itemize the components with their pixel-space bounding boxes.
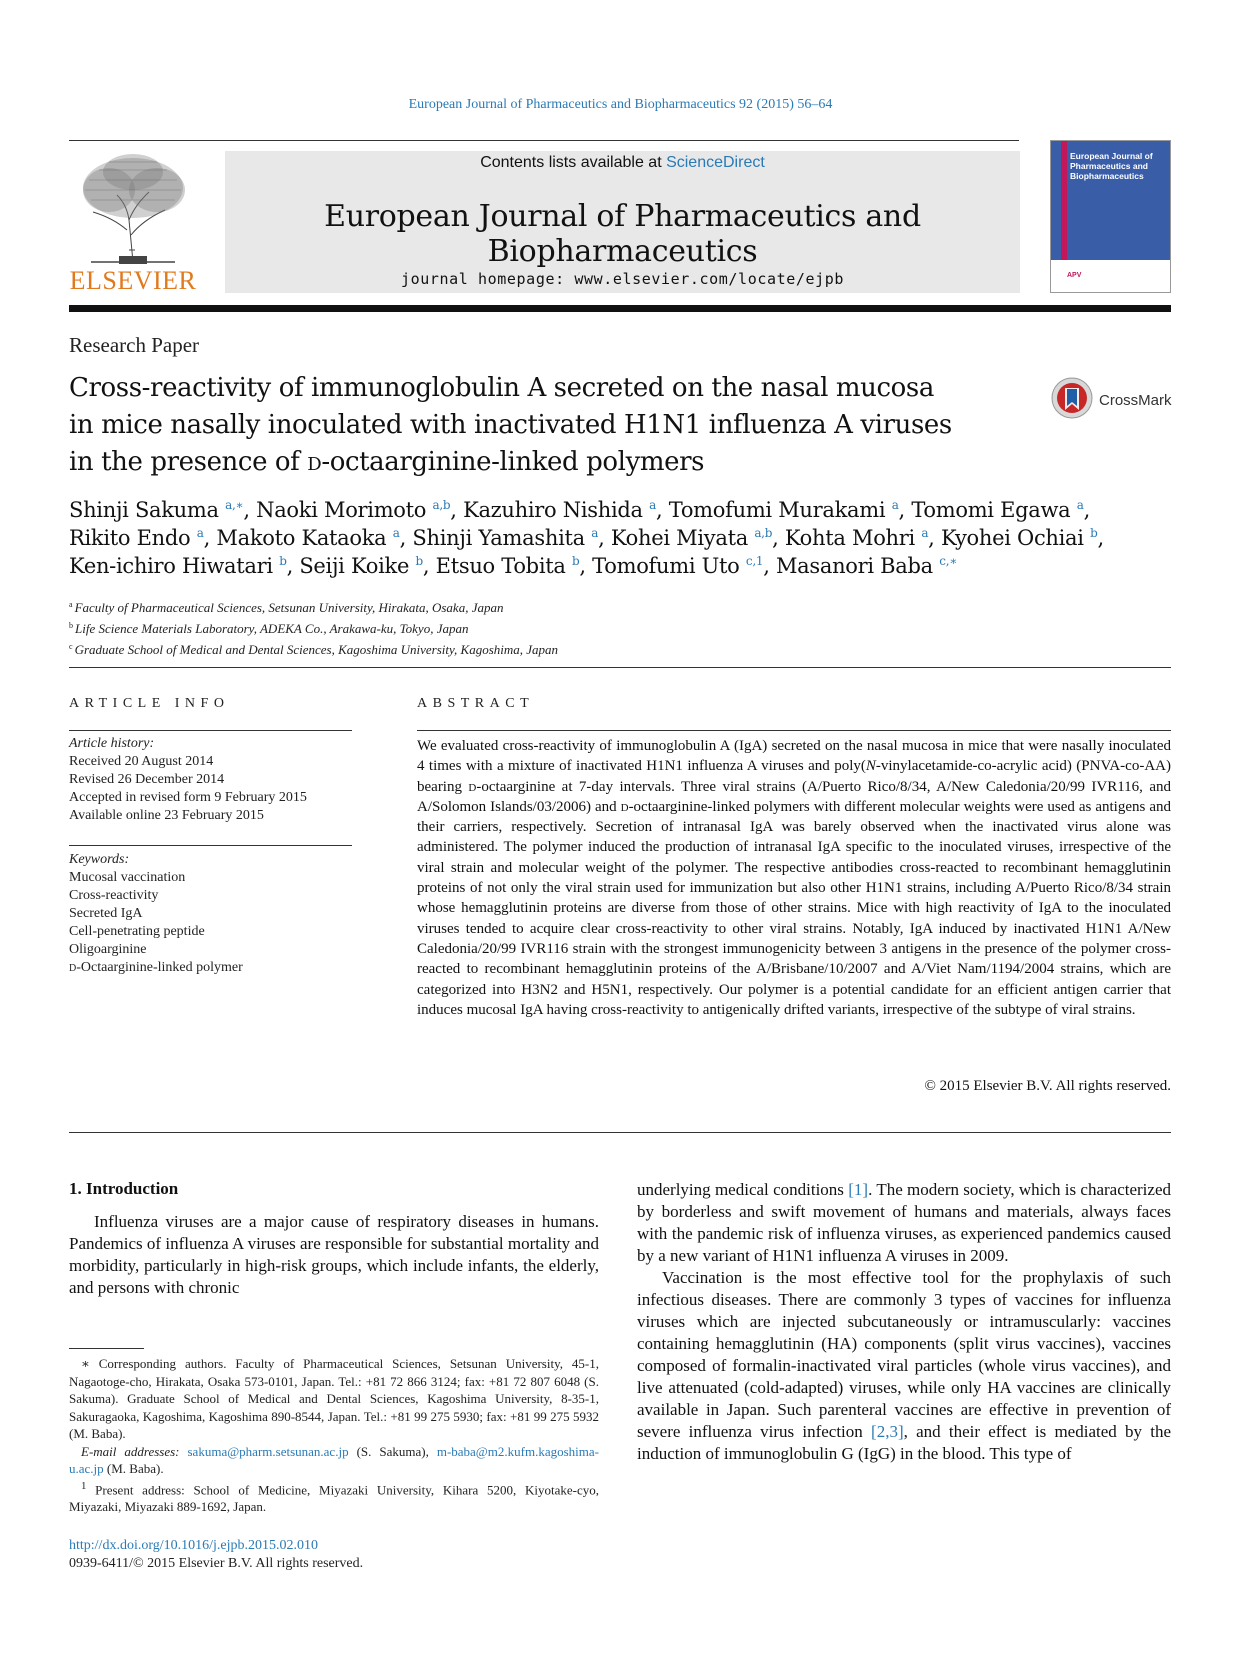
elsevier-logo[interactable] xyxy=(69,150,197,296)
abstract-smallcaps: d xyxy=(620,798,629,815)
keyword-item: Oligoarginine xyxy=(69,942,147,957)
author-name[interactable]: Kohta Mohri xyxy=(784,526,915,550)
abstract-part: -vinylacetamide-co-acrylic acid) (PNVA-co-AA) bearing xyxy=(417,758,1171,795)
author-list xyxy=(69,496,1174,580)
keyword-item: Secreted IgA xyxy=(69,906,143,921)
abstract-italic: N xyxy=(865,758,876,775)
author-affiliation-mark[interactable]: a,b xyxy=(432,498,451,512)
author-separator: , xyxy=(286,554,300,578)
author-affiliation-mark[interactable]: b xyxy=(1090,526,1098,540)
author-name[interactable]: Tomofumi Uto xyxy=(592,554,740,578)
history-accepted: Accepted in revised form 9 February 2015 xyxy=(69,790,307,805)
affiliation-a xyxy=(69,596,969,617)
author-name[interactable]: Makoto Kataoka xyxy=(216,526,387,550)
author-entry xyxy=(941,526,1104,550)
article-info-rule xyxy=(69,730,352,731)
author-separator: , xyxy=(655,498,669,522)
author-affiliation-mark[interactable]: a xyxy=(591,526,599,540)
title-line-1: Cross-reactivity of immunoglobulin A secreted on the nasal mucosa xyxy=(69,373,934,403)
keywords-rule xyxy=(69,845,352,846)
footnotes xyxy=(69,1355,599,1516)
author-separator: , xyxy=(450,498,464,522)
author-affiliation-mark[interactable]: a xyxy=(392,526,400,540)
author-affiliation-mark[interactable]: a xyxy=(1076,498,1084,512)
abstract-rule xyxy=(417,730,1171,731)
author-entry xyxy=(785,526,941,550)
abstract-copyright: © 2015 Elsevier B.V. All rights reserved. xyxy=(924,1078,1171,1094)
title-line-2: in mice nasally inoculated with inactivated H1N1 influenza A viruses xyxy=(69,410,952,440)
author-entry xyxy=(592,554,776,578)
intro-paragraph: Influenza viruses are a major cause of respiratory diseases in humans. Pandemics of influenza A viruses are responsible for substantial mortality and morbidity, particularly in high-risk groups, which include infants, the elderly, and persons with chronic xyxy=(69,1212,599,1297)
author-separator: , xyxy=(399,526,413,550)
present-address-text: Present address: School of Medicine, Miyazaki University, Kihara 5200, Kiyotake-cyo, Miyazaki, Miyazaki 889-1692, Japan. xyxy=(69,1481,600,1515)
present-address-footnote xyxy=(69,1478,599,1516)
author-entry xyxy=(611,526,785,550)
author-separator: , xyxy=(1097,526,1104,550)
elsevier-wordmark: ELSEVIER xyxy=(69,266,197,295)
abstract-smallcaps: d xyxy=(468,778,477,795)
abstract-part: -octaarginine-linked polymers with different molecular weights were used as antigens and their carriers, respectively. Secretion of intranasal IgA was barely observed when the inactivated virus alone was administered. The polymer induced the production of intranasal IgA specific to the inoculated viruses, irrespective of the viral strain and molecular weight of the polymer. The respective antibodies cross-reacted to recombinant hemagglutinin proteins of not only the viral strain used for immunization but also other H1N1 strains, including A/Puerto Rico/8/34 strain whose hemagglutinin proteins are diverse from those of other strains. Mice with high reactivity of IgA to the inoculated viruses tended to acquire clear cross-reactivity to other viral strains. Notably, IgA induced by inactivated H1N1 A/New Caledonia/20/99 IVR116 strain with the strongest immunogenicity between 3 antigens in the presence of the polymer cross-reacted to recombinant hemagglutinin proteins of the A/Brisbane/10/2007 and A/Viet Nam/1194/2004 strains, which are categorized into H3N2 and H5N1, respectively. Our polymer is a potential candidate for an efficient antigen carrier that induces mucosal IgA having cross-reactivity to antigenically drifted variants, irrespective of the subtype of viral strains. xyxy=(417,798,1171,1018)
cover-apv-logo: APV xyxy=(1067,272,1082,279)
keyword-item: Mucosal vaccination xyxy=(69,870,186,885)
crossmark-button[interactable] xyxy=(1050,376,1180,424)
elsevier-tree-icon xyxy=(69,150,197,268)
author-affiliation-mark[interactable]: a,∗ xyxy=(225,498,244,512)
article-info-heading: ARTICLE INFO xyxy=(69,696,230,711)
contents-prefix: Contents lists available at xyxy=(480,154,667,171)
crossmark-icon xyxy=(1050,376,1094,420)
author-affiliation-mark[interactable]: c,1 xyxy=(745,554,764,568)
keywords-list xyxy=(69,851,352,977)
author-entry xyxy=(69,554,299,578)
doi-link[interactable]: http://dx.doi.org/10.1016/j.ejpb.2015.02.010 xyxy=(69,1538,319,1553)
author-affiliation-mark[interactable]: a xyxy=(891,498,899,512)
author-affiliation-mark[interactable]: a xyxy=(921,526,929,540)
author-name[interactable]: Shinji Sakuma xyxy=(69,498,219,522)
author-affiliation-mark[interactable]: c,∗ xyxy=(939,554,958,568)
author-entry xyxy=(463,498,669,522)
header-thick-rule xyxy=(69,305,1171,312)
author-name[interactable]: Kohei Miyata xyxy=(610,526,748,550)
issn-line: 0939-6411/© 2015 Elsevier B.V. All rights reserved. xyxy=(69,1556,364,1571)
journal-homepage-link[interactable]: journal homepage: www.elsevier.com/locate/ejpb xyxy=(400,270,844,288)
intro-text: . The modern society, which is characterized by borderless and swift movement of humans and materials, always faces with the pandemic risk of influenza viruses, as experienced pandemics caused by a new variant of H1N1 influenza A viruses in 2009. xyxy=(637,1180,1171,1265)
author-separator: , xyxy=(763,554,776,578)
affiliation-b xyxy=(69,617,969,638)
intro-paragraph xyxy=(637,1179,1171,1267)
author-name[interactable]: Tomofumi Murakami xyxy=(668,498,886,522)
keyword-item: Cross-reactivity xyxy=(69,888,159,903)
citation-link[interactable]: [2,3] xyxy=(871,1422,904,1441)
author-name[interactable]: Etsuo Tobita xyxy=(435,554,566,578)
intro-right-column xyxy=(637,1179,1171,1465)
footnote-rule xyxy=(69,1348,144,1349)
affiliation-text: Graduate School of Medical and Dental Sciences, Kagoshima University, Kagoshima, Japan xyxy=(74,642,559,657)
author-separator: , xyxy=(422,554,436,578)
affiliation-c xyxy=(69,638,969,659)
history-label: Article history: xyxy=(69,736,155,751)
footnote-mark: 1 xyxy=(81,1479,87,1492)
email-link-baba[interactable]: m-baba@m2.kufm.kagoshima-u.ac.jp xyxy=(69,1443,599,1476)
author-separator: , xyxy=(928,526,941,550)
history-online: Available online 23 February 2015 xyxy=(69,808,264,823)
author-affiliation-mark[interactable]: b xyxy=(572,554,580,568)
journal-cover-image[interactable] xyxy=(1050,140,1171,293)
journal-title: European Journal of Pharmaceutics and Biopharmaceutics xyxy=(324,199,921,269)
affiliation-text: Life Science Materials Laboratory, ADEKA Co., Arakawa-ku, Tokyo, Japan xyxy=(75,621,469,636)
author-name[interactable]: Naoki Morimoto xyxy=(256,498,427,522)
intro-left-column xyxy=(69,1211,599,1299)
author-separator: , xyxy=(203,526,217,550)
author-entry xyxy=(412,526,610,550)
article-history xyxy=(69,735,352,825)
author-separator: , xyxy=(598,526,611,550)
affiliation-list xyxy=(69,596,969,659)
abstract-text xyxy=(417,736,1171,1020)
author-separator: , xyxy=(898,498,912,522)
title-line-3-smallcaps: d xyxy=(307,447,322,477)
author-name[interactable]: Kyohei Ochiai xyxy=(940,526,1084,550)
email-owner: (M. Baba). xyxy=(103,1461,164,1476)
sciencedirect-link[interactable]: ScienceDirect xyxy=(666,154,765,171)
author-name[interactable]: Masanori Baba xyxy=(775,554,933,578)
corresponding-footnote: ∗ Corresponding authors. Faculty of Pharmaceutical Sciences, Setsunan University, 45-1, Nagaotoge-cho, Hirakata, Osaka 573-0101, Japan. Tel.: +81 72 866 3124; fax: +81 72 807 6048 (S. Sakuma). Graduate School of Medical and Dental Sciences, Kagoshima University, 8-35-1, Sakuragaoka, Kagoshima, Kagoshima 890-8544, Japan. Tel.: +81 99 275 5930; fax: +81 99 275 5932 (M. Baba). xyxy=(69,1356,599,1441)
intro-text: underlying medical conditions xyxy=(637,1180,849,1199)
cover-title: European Journal of Pharmaceutics and Biopharmaceutics xyxy=(1070,151,1153,181)
author-affiliation-mark[interactable]: a xyxy=(649,498,656,512)
author-name[interactable]: Seiji Koike xyxy=(299,554,410,578)
keyword-smallcaps: d xyxy=(69,960,77,975)
author-affiliation-mark[interactable]: a,b xyxy=(754,526,773,540)
journal-reference[interactable]: European Journal of Pharmaceutics and Biopharmaceutics 92 (2015) 56–64 xyxy=(408,97,833,112)
contents-line xyxy=(225,154,1020,172)
email-footnote xyxy=(69,1443,599,1478)
author-entry xyxy=(299,554,435,578)
abstract-part: -octaarginine at 7-day intervals. Three viral strains (A/Puerto Rico/8/34, A/New Caledonia/20/99 IVR116, and A/Solomon Islands/03/2006) and xyxy=(417,778,1172,815)
article-title xyxy=(69,370,1019,481)
author-name[interactable]: Shinji Yamashita xyxy=(412,526,585,550)
author-name[interactable]: Ken-ichiro Hiwatari xyxy=(69,554,273,578)
history-revised: Revised 26 December 2014 xyxy=(69,772,225,787)
author-separator: , xyxy=(1083,498,1091,522)
author-separator: , xyxy=(579,554,593,578)
article-type: Research Paper xyxy=(69,333,200,357)
body-rule xyxy=(69,1132,1171,1133)
section-rule xyxy=(69,667,1171,668)
keywords-label: Keywords: xyxy=(69,852,130,867)
citation-link[interactable]: [1] xyxy=(848,1180,869,1199)
title-line-3-pre: in the presence of xyxy=(69,447,308,477)
header-top-rule xyxy=(69,140,1019,141)
affiliation-text: Faculty of Pharmaceutical Sciences, Setsunan University, Hirakata, Osaka, Japan xyxy=(74,600,504,615)
keyword-rest: -Octaarginine-linked polymer xyxy=(76,960,243,975)
author-affiliation-mark[interactable]: b xyxy=(415,554,423,568)
author-separator: , xyxy=(772,526,785,550)
author-affiliation-mark[interactable]: b xyxy=(279,554,287,568)
author-entry xyxy=(69,526,216,550)
journal-banner xyxy=(225,151,1020,293)
intro-paragraph xyxy=(637,1267,1171,1465)
author-entry xyxy=(216,526,412,550)
affiliation-key: a xyxy=(69,600,73,609)
affiliation-key: c xyxy=(69,642,73,651)
author-entry xyxy=(669,498,912,522)
cover-bottom-panel xyxy=(1051,260,1170,292)
intro-text: , and their effect is mediated by the induction of immunoglobulin G (IgG) in the blood. This type of xyxy=(637,1422,1171,1463)
abstract-part: We evaluated cross-reactivity of immunoglobulin A (IgA) secreted on the nasal mucosa in mice that were nasally inoculated 4 times with a mixture of inactivated H1N1 influenza A viruses and poly( xyxy=(417,738,1171,775)
author-name[interactable]: Rikito Endo xyxy=(69,526,191,550)
intro-text: Vaccination is the most effective tool for the prophylaxis of such infectious diseases. There are commonly 3 types of vaccines for influenza viruses which are injected subcutaneously or intramuscularly: vaccines containing hemagglutinin (HA) components (split virus vaccines), vaccines composed of formalin-inactivated viral particles (whole virus vaccines), and live attenuated (cold-adapted) viruses, while only HA vaccines are clinically available in Japan. Such parenteral vaccines are effective in prevention of severe influenza virus infection xyxy=(637,1268,1171,1441)
abstract-heading: ABSTRACT xyxy=(417,696,535,711)
email-link-sakuma[interactable]: sakuma@pharm.setsunan.ac.jp xyxy=(187,1443,349,1459)
author-affiliation-mark[interactable]: a xyxy=(196,526,204,540)
author-separator: , xyxy=(243,498,257,522)
affiliation-key: b xyxy=(69,621,73,630)
author-entry xyxy=(776,554,957,578)
title-line-3 xyxy=(69,444,1019,481)
history-received: Received 20 August 2014 xyxy=(69,754,214,769)
email-owner: (S. Sakuma), xyxy=(348,1443,437,1459)
author-entry xyxy=(69,498,256,522)
author-name[interactable]: Tomomi Egawa xyxy=(911,498,1071,522)
keyword-item: Cell-penetrating peptide xyxy=(69,924,205,939)
email-label: E-mail addresses: xyxy=(81,1443,180,1459)
author-name[interactable]: Kazuhiro Nishida xyxy=(463,498,643,522)
keyword-item xyxy=(69,959,352,977)
intro-heading: 1. Introduction xyxy=(69,1179,179,1198)
crossmark-label: CrossMark xyxy=(1099,392,1172,409)
author-entry xyxy=(256,498,463,522)
author-entry xyxy=(911,498,1090,522)
author-entry xyxy=(436,554,592,578)
title-line-3-post: -octaarginine-linked polymers xyxy=(321,447,705,477)
